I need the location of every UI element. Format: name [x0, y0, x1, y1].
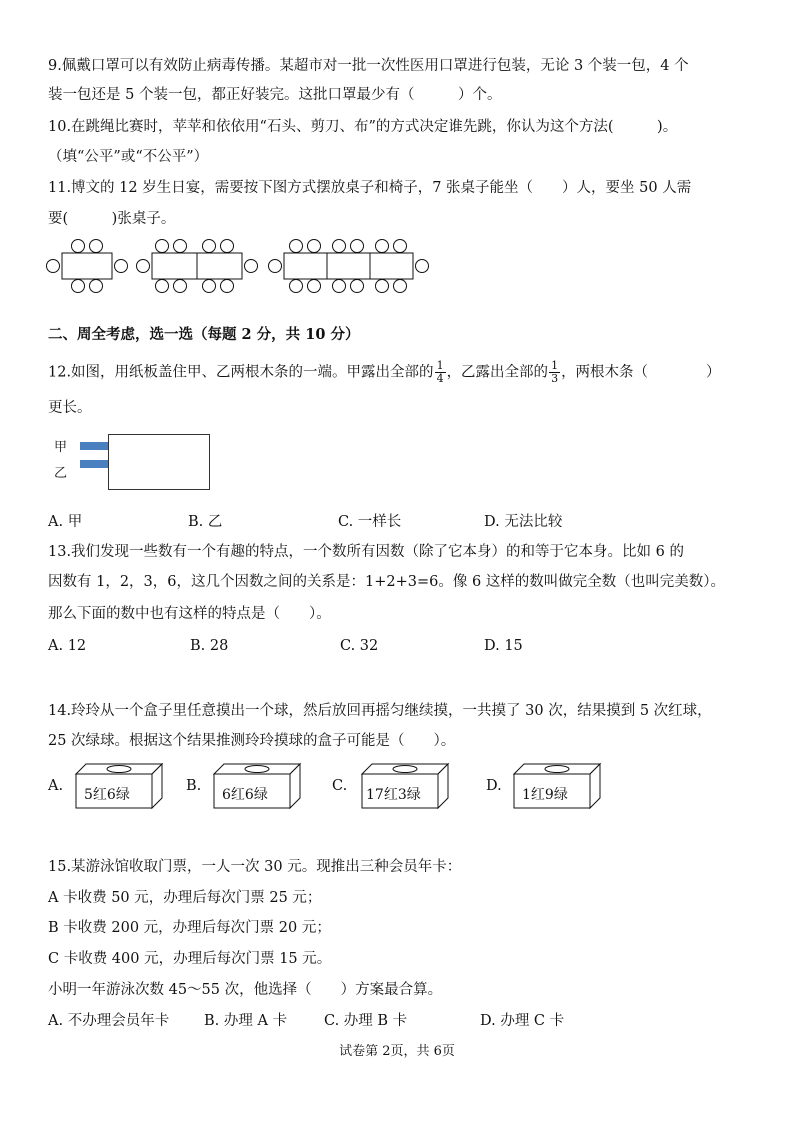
q15-line4: C 卡收费 400 元，办理后每次门票 15 元。 [48, 951, 332, 967]
q12-text-part2: ，乙露出全部的 [446, 364, 549, 381]
q12-text-part3: ，两根木条（ ） [561, 364, 721, 381]
q15-line2: A 卡收费 50 元，办理后每次门票 25 元； [48, 890, 322, 906]
box-content-label: 5红6绿 [84, 787, 130, 803]
box-content-label: 6红6绿 [222, 787, 268, 803]
q14-option-c [332, 760, 462, 810]
option-letter: A. [48, 778, 64, 794]
box-content-label: 1红9绿 [522, 787, 568, 803]
q12-option-c: C. 一样长 [338, 514, 402, 530]
cardboard [108, 434, 210, 490]
box-content-label: 17红3绿 [366, 787, 421, 803]
q12-line1 [48, 360, 721, 385]
q15-option-d: D. 办理 C 卡 [480, 1013, 565, 1029]
q13-line2: 因数有 1，2，3，6，这几个因数之间的关系是：1+2+3=6。像 6 这样的数叫做完全数（也叫完美数）。 [48, 574, 726, 590]
q11-line2: 要( )张桌子。 [48, 211, 176, 227]
q14-line1: 14.玲玲从一个盒子里任意摸出一个球，然后放回再摇匀继续摸，一共摸了 30 次，结果摸到 5 次红球， [48, 703, 712, 719]
stick-yi [80, 460, 110, 468]
q13-option-b: B. 28 [190, 638, 229, 654]
section-title: 二、周全考虑，选一选（每题 2 分，共 10 分） [48, 326, 360, 343]
stick-jia [80, 442, 110, 450]
fraction1-denominator: 4 [436, 372, 444, 385]
q12-option-b: B. 乙 [188, 514, 223, 530]
option-letter: B. [186, 778, 202, 794]
fraction1-numerator: 1 [436, 359, 444, 372]
q13-option-a: A. 12 [48, 638, 87, 654]
q13-line3: 那么下面的数中也有这样的特点是（ ）。 [48, 606, 331, 622]
q15-option-b: B. 办理 A 卡 [204, 1013, 288, 1029]
label-jia: 甲 [54, 440, 68, 455]
option-letter: D. [486, 778, 502, 794]
tables-chairs-figure [44, 236, 444, 296]
q9-line2: 装一包还是 5 个装一包，都正好装完。这批口罩最少有（ ）个。 [48, 87, 502, 103]
q13-option-d: D. 15 [484, 638, 523, 654]
q14-line2: 25 次绿球。根据这个结果推测玲玲摸球的盒子可能是（ ）。 [48, 733, 456, 749]
q10-line2: （填“公平”或“不公平”） [48, 149, 209, 165]
q12-line2: 更长。 [48, 400, 92, 416]
q14-option-d [486, 760, 616, 810]
label-yi: 乙 [54, 466, 68, 481]
fraction-one-third [549, 360, 560, 385]
q15-option-c: C. 办理 B 卡 [324, 1013, 408, 1029]
fraction2-denominator: 3 [551, 372, 559, 385]
q11-line1: 11.博文的 12 岁生日宴，需要按下图方式摆放桌子和椅子，7 张桌子能坐（ ）人，要坐 50 人需 [48, 180, 692, 196]
q12-text-part1: 12.如图，用纸板盖住甲、乙两根木条的一端。甲露出全部的 [48, 364, 434, 381]
page-footer: 试卷第 2页，共 6页 [339, 1044, 455, 1059]
q13-line1: 13.我们发现一些数有一个有趣的特点，一个数所有因数（除了它本身）的和等于它本身。比如 6 的 [48, 544, 684, 560]
q10-line1: 10.在跳绳比赛时，苹苹和依依用“石头、剪刀、布”的方式决定谁先跳，你认为这个方法( )。 [48, 119, 678, 135]
option-letter: C. [332, 778, 348, 794]
q14-option-b [186, 760, 316, 810]
q15-line1: 15.某游泳馆收取门票，一人一次 30 元。现推出三种会员年卡： [48, 859, 462, 875]
fraction2-numerator: 1 [551, 359, 559, 372]
q14-option-a [48, 760, 178, 810]
fraction-one-quarter [435, 360, 446, 385]
q9-line1: 9.佩戴口罩可以有效防止病毒传播。某超市对一批一次性医用口罩进行包装，无论 3 个装一包，4 个 [48, 58, 689, 74]
q12-option-a: A. 甲 [48, 514, 83, 530]
wood-sticks-figure [50, 432, 215, 492]
q15-line3: B 卡收费 200 元，办理后每次门票 20 元； [48, 920, 331, 936]
q15-option-a: A. 不办理会员年卡 [48, 1013, 170, 1029]
q12-option-d: D. 无法比较 [484, 514, 563, 530]
q15-line5: 小明一年游泳次数 45～55 次，他选择（ ）方案最合算。 [48, 982, 443, 998]
q13-option-c: C. 32 [340, 638, 379, 654]
